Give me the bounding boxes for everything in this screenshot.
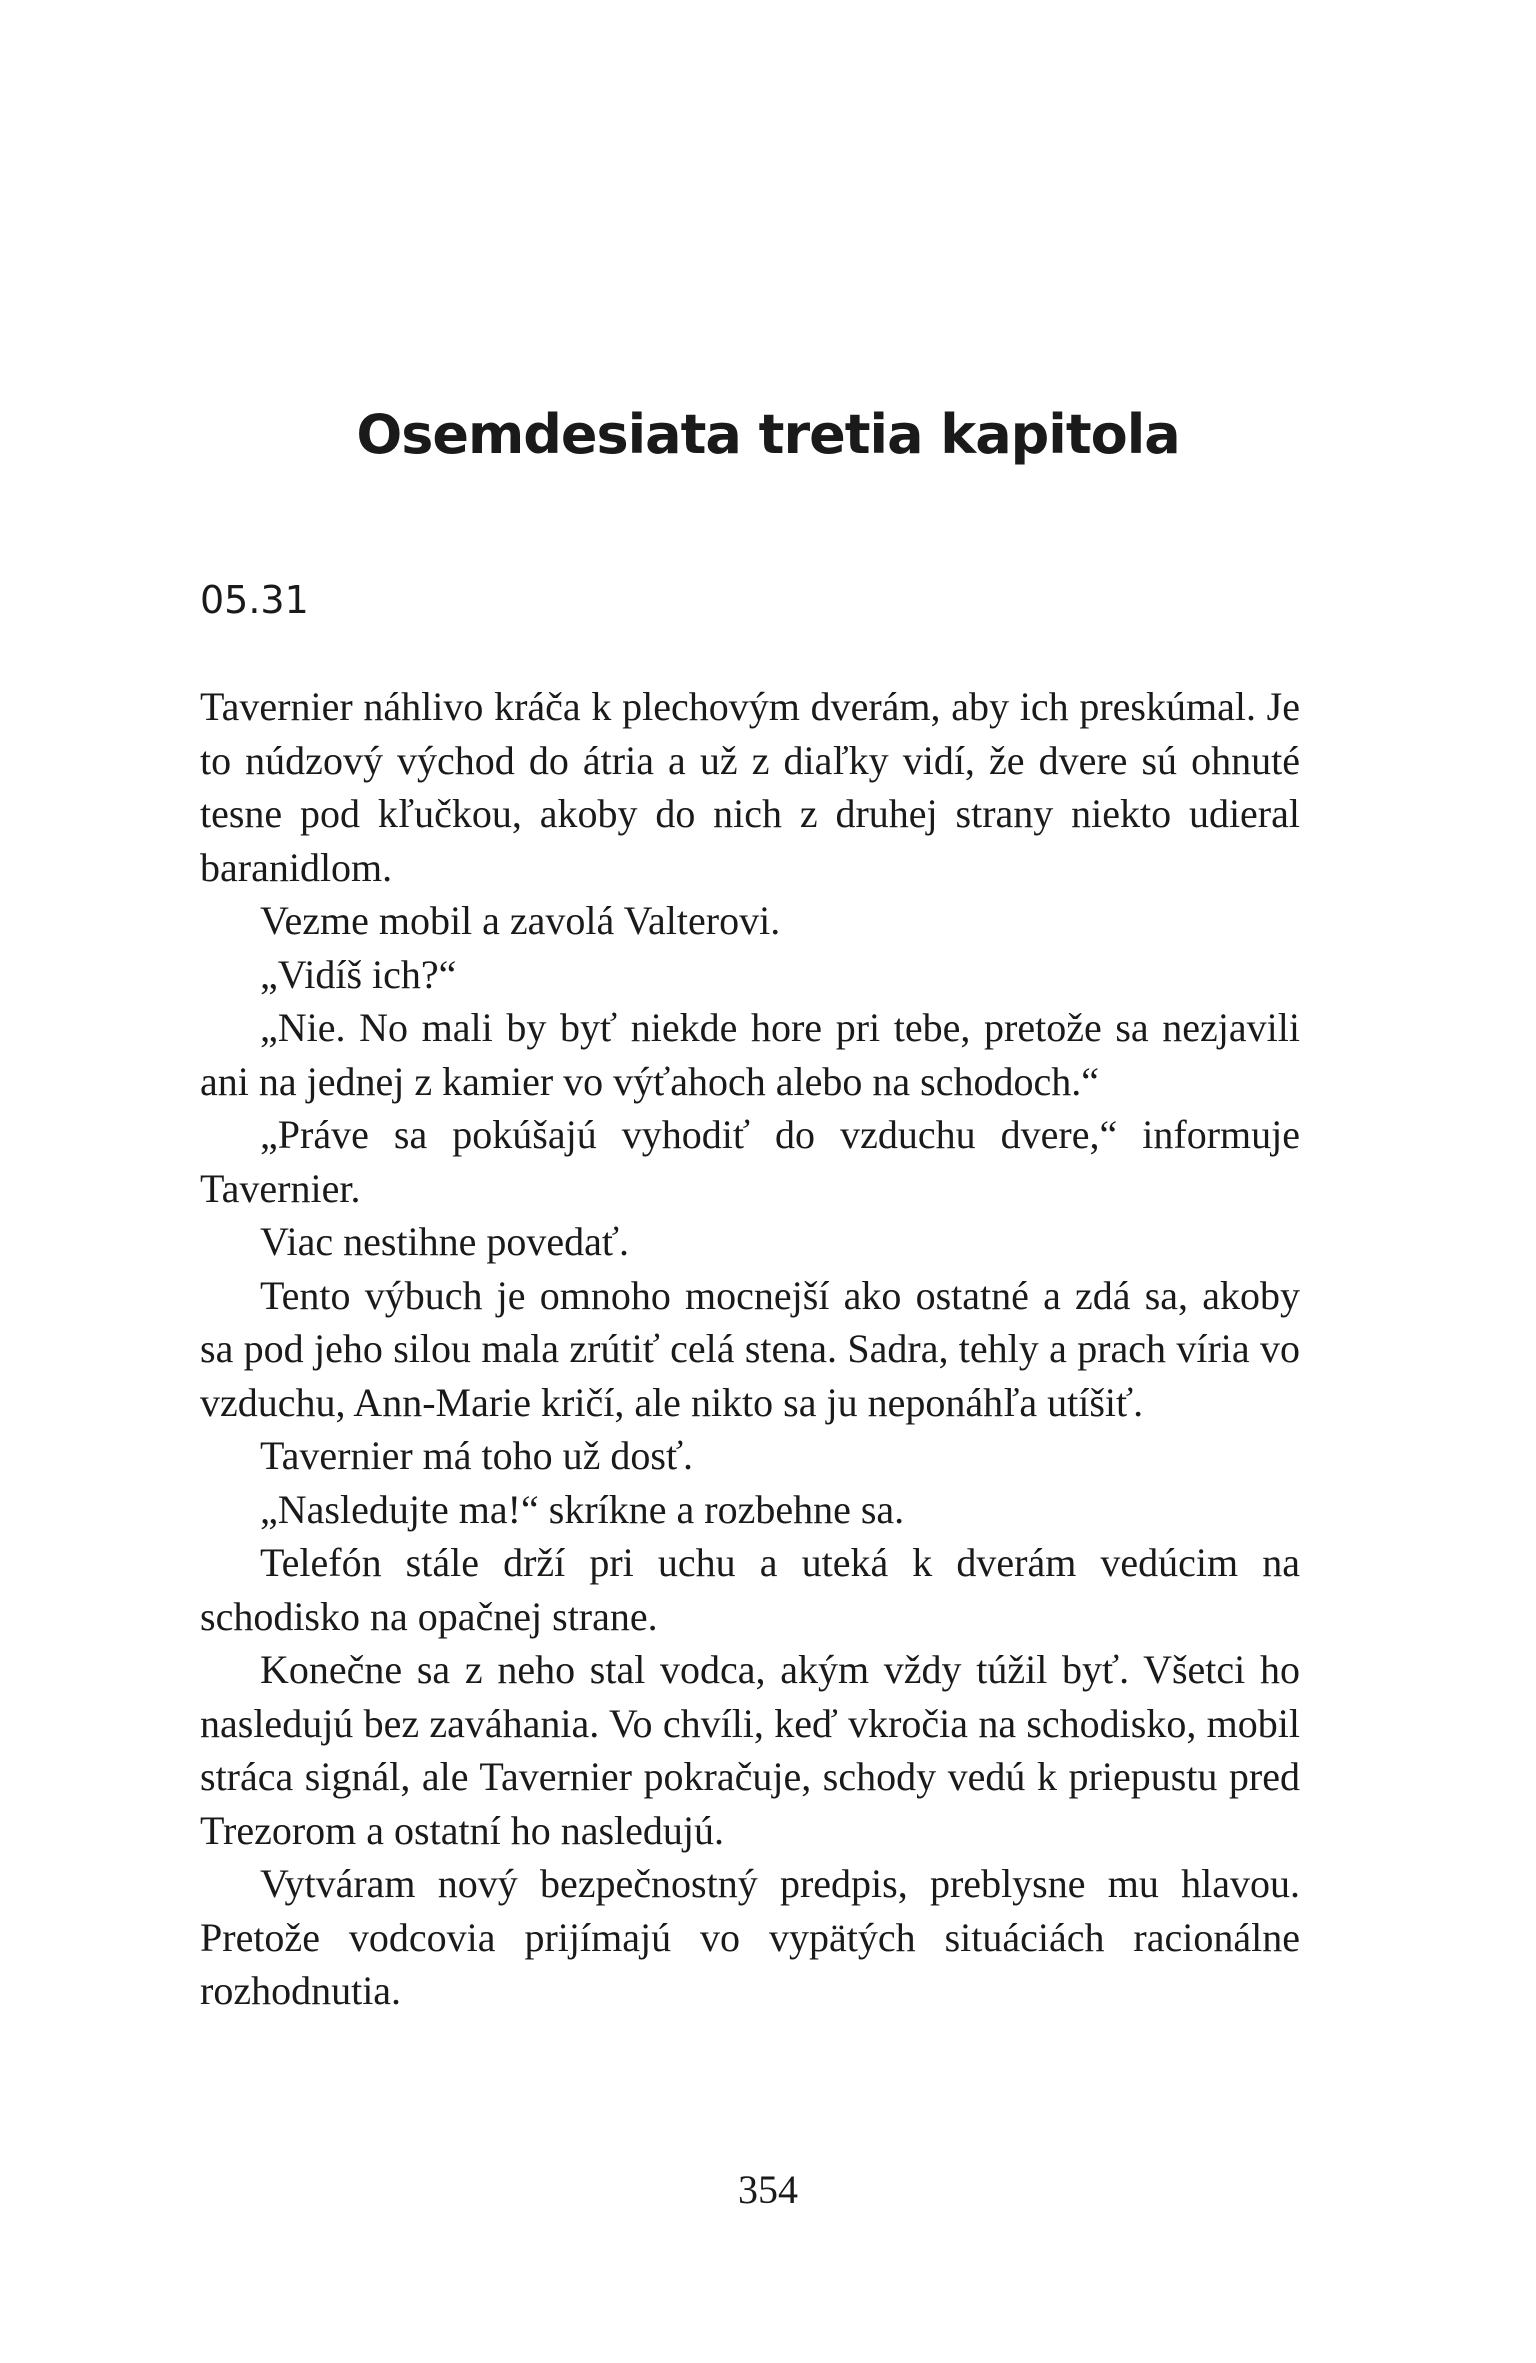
paragraph: Tavernier má toho už dosť. (260, 1433, 694, 1478)
paragraph: Vezme mobil a zavolá Valterovi. (260, 898, 781, 943)
chapter-title: Osemdesiata tretia kapitola (356, 403, 1180, 466)
page-number: 354 (738, 2167, 798, 2212)
paragraph: Vytváram nový bezpečnostný predpis, preblysne mu hlavou. Pretože vodcovia prijímajú vo vypätých situáciách racionálne rozhodnutia. (200, 1861, 1300, 2013)
paragraph: „Práve sa pokúšajú vyhodiť do vzduchu dvere,“ informuje Tavernier. (200, 1112, 1300, 1211)
paragraph: „Nie. No mali by byť niekde hore pri tebe, pretože sa nezjavili ani na jednej z kamier vo výťahoch alebo na schodoch.“ (200, 1005, 1300, 1104)
paragraph: „Vidíš ich?“ (260, 951, 457, 997)
paragraph: „Nasledujte ma!“ skríkne a rozbehne sa. (260, 1486, 905, 1532)
paragraph: Tavernier náhlivo kráča k plechovým dverám, aby ich preskúmal. Je to núdzový východ do átria a už z diaľky vidí, že dvere sú ohnuté tesne pod kľučkou, akoby do nich z druhej strany niekto udieral baranidlom. (200, 684, 1300, 890)
paragraph: Telefón stále drží pri uchu a uteká k dverám vedúcim na schodisko na opačnej strane. (200, 1540, 1300, 1639)
body-text (200, 680, 1300, 2018)
chapter-timestamp: 05.31 (200, 578, 309, 622)
paragraph: Viac nestihne povedať. (260, 1219, 630, 1264)
paragraph: Tento výbuch je omnoho mocnejší ako ostatné a zdá sa, akoby sa pod jeho silou mala zrútiť celá stena. Sadra, tehly a prach víria vo vzduchu, Ann-Marie kričí, ale nikto sa ju neponáhľa utíšiť. (200, 1272, 1300, 1425)
paragraph: Konečne sa z neho stal vodca, akým vždy túžil byť. Všetci ho nasledujú bez zaváhania. Vo chvíli, keď vkročia na schodisko, mobil stráca signál, ale Tavernier pokračuje, schody vedú k priepustu pred Trezorom a ostatní ho nasledujú. (200, 1647, 1300, 1853)
